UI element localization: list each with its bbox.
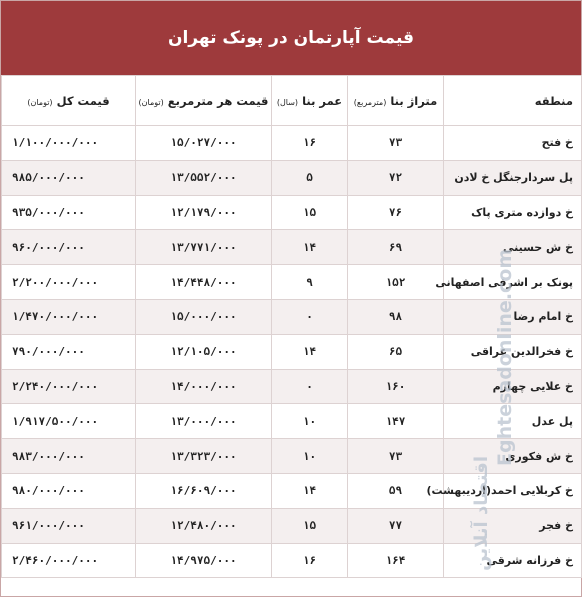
cell-price-per-m2: ۱۳/۷۷۱/۰۰۰ [136,230,272,265]
cell-size: ۱۵۲ [348,265,444,300]
watermark-site-text: Eghtesadonline.com [494,248,516,466]
cell-price-per-m2: ۱۳/۰۰۰/۰۰۰ [136,404,272,439]
cell-price-per-m2: ۱۵/۰۲۷/۰۰۰ [136,126,272,161]
cell-total: ۹۸۳/۰۰۰/۰۰۰ [2,439,136,474]
cell-total: ۹۳۵/۰۰۰/۰۰۰ [2,195,136,230]
table-row [2,299,582,334]
cell-size: ۱۶۴ [348,543,444,578]
cell-area: خ فخرالدین عراقی [444,334,582,369]
table-row [2,265,582,300]
cell-price-per-m2: ۱۳/۳۲۳/۰۰۰ [136,439,272,474]
cell-area: خ علایی چهارم [444,369,582,404]
cell-area: خ کربلایی احمد(اردیبهشت) [444,473,582,508]
cell-age: ۱۰ [272,404,348,439]
cell-size: ۹۸ [348,299,444,334]
cell-age: ۱۵ [272,508,348,543]
cell-size: ۱۶۰ [348,369,444,404]
cell-total: ۲/۲۰۰/۰۰۰/۰۰۰ [2,265,136,300]
cell-size: ۷۳ [348,126,444,161]
cell-age: ۰ [272,369,348,404]
cell-price-per-m2: ۱۴/۰۰۰/۰۰۰ [136,369,272,404]
cell-total: ۹۸۵/۰۰۰/۰۰۰ [2,160,136,195]
price-table [1,75,582,578]
cell-area: خ فتح [444,126,582,161]
cell-total: ۱/۴۷۰/۰۰۰/۰۰۰ [2,299,136,334]
cell-age: ۰ [272,299,348,334]
cell-area: پونک بر اشرفی اصفهانی [444,265,582,300]
table-row [2,334,582,369]
cell-area: خ امام رضا [444,299,582,334]
cell-age: ۱۴ [272,334,348,369]
cell-total: ۷۹۰/۰۰۰/۰۰۰ [2,334,136,369]
cell-price-per-m2: ۱۳/۵۵۲/۰۰۰ [136,160,272,195]
cell-age: ۱۶ [272,543,348,578]
cell-size: ۷۶ [348,195,444,230]
cell-area: خ فجر [444,508,582,543]
cell-area: خ فرزانه شرقی [444,543,582,578]
table-row [2,369,582,404]
table-row [2,473,582,508]
table-row [2,126,582,161]
cell-age: ۵ [272,160,348,195]
cell-area: خ ش فکوری [444,439,582,474]
cell-area: پل سردارجنگل خ لادن [444,160,582,195]
table-row [2,160,582,195]
cell-total: ۲/۲۴۰/۰۰۰/۰۰۰ [2,369,136,404]
table-header-row [2,76,582,126]
header-price-per-m2: قیمت هر مترمربع (تومان) [136,76,272,126]
table-row [2,439,582,474]
cell-age: ۱۴ [272,473,348,508]
cell-size: ۷۷ [348,508,444,543]
cell-total: ۱/۱۰۰/۰۰۰/۰۰۰ [2,126,136,161]
cell-price-per-m2: ۱۶/۶۰۹/۰۰۰ [136,473,272,508]
cell-area: خ دوازده متری پاک [444,195,582,230]
header-total: قیمت کل (تومان) [2,76,136,126]
header-size: متراژ بنا (مترمربع) [348,76,444,126]
cell-age: ۱۶ [272,126,348,161]
cell-age: ۱۰ [272,439,348,474]
cell-age: ۹ [272,265,348,300]
cell-age: ۱۵ [272,195,348,230]
cell-total: ۹۶۰/۰۰۰/۰۰۰ [2,230,136,265]
cell-total: ۲/۴۶۰/۰۰۰/۰۰۰ [2,543,136,578]
cell-area: پل عدل [444,404,582,439]
cell-price-per-m2: ۱۲/۱۰۵/۰۰۰ [136,334,272,369]
table-row [2,404,582,439]
cell-area: خ ش حسینی [444,230,582,265]
cell-total: ۱/۹۱۷/۵۰۰/۰۰۰ [2,404,136,439]
cell-total: ۹۸۰/۰۰۰/۰۰۰ [2,473,136,508]
cell-age: ۱۴ [272,230,348,265]
table-row [2,195,582,230]
cell-total: ۹۶۱/۰۰۰/۰۰۰ [2,508,136,543]
table-row [2,230,582,265]
cell-size: ۶۵ [348,334,444,369]
cell-size: ۷۳ [348,439,444,474]
page-title: قیمت آپارتمان در پونک تهران [1,1,581,75]
header-area: منطقه [444,76,582,126]
cell-price-per-m2: ۱۴/۹۷۵/۰۰۰ [136,543,272,578]
cell-price-per-m2: ۱۲/۴۸۰/۰۰۰ [136,508,272,543]
cell-price-per-m2: ۱۵/۰۰۰/۰۰۰ [136,299,272,334]
table-row [2,508,582,543]
cell-size: ۱۴۷ [348,404,444,439]
table-row [2,543,582,578]
header-age: عمر بنا (سال) [272,76,348,126]
cell-price-per-m2: ۱۴/۴۴۸/۰۰۰ [136,265,272,300]
cell-size: ۵۹ [348,473,444,508]
cell-size: ۷۲ [348,160,444,195]
watermark-label-text: اقتصاد آنلاین [471,456,492,571]
cell-size: ۶۹ [348,230,444,265]
cell-price-per-m2: ۱۲/۱۷۹/۰۰۰ [136,195,272,230]
